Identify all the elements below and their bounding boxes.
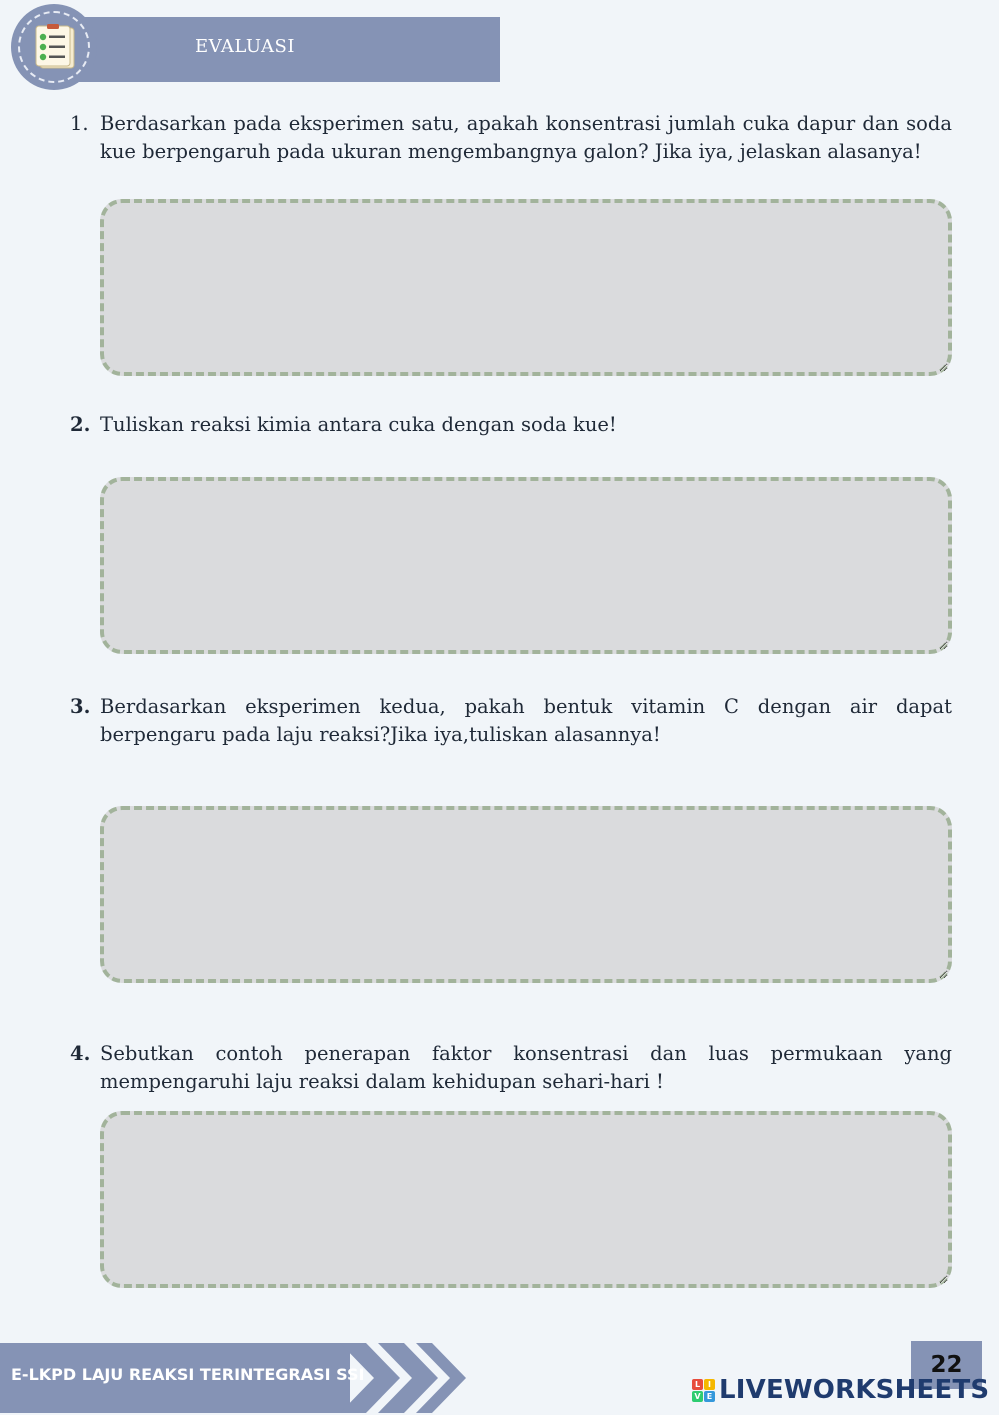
liveworksheets-logo-text: LIVEWORKSHEETS	[719, 1375, 990, 1405]
question-2-text: Tuliskan reaksi kimia antara cuka dengan soda kue!	[100, 413, 617, 436]
answer-box-2[interactable]	[100, 477, 952, 654]
question-1-number: 1.	[70, 112, 89, 135]
logo-letter-i: I	[704, 1379, 715, 1390]
question-2-number: 2.	[70, 413, 91, 436]
question-2	[70, 411, 952, 439]
answer-box-3[interactable]	[100, 806, 952, 983]
logo-letter-l: L	[692, 1379, 703, 1390]
question-3-text: Berdasarkan eksperimen kedua, pakah bentuk vitamin C dengan air dapat berpengaru pada laju reaksi?Jika iya,tuliskan alasannya!	[100, 695, 952, 746]
question-1	[70, 110, 952, 166]
question-4-number: 4.	[70, 1042, 91, 1065]
question-1-text: Berdasarkan pada eksperimen satu, apakah konsentrasi jumlah cuka dapur dan soda kue berpengaruh pada ukuran mengembangnya galon? Jika iya, jelaskan alasanya!	[100, 112, 952, 163]
footer-title: E-LKPD LAJU REAKSI TERINTEGRASI SSI	[11, 1365, 365, 1384]
answer-box-4[interactable]	[100, 1111, 952, 1288]
logo-letter-e: E	[704, 1391, 715, 1402]
question-3	[70, 693, 952, 749]
liveworksheets-logo[interactable]	[692, 1373, 989, 1407]
page-title: EVALUASI	[195, 36, 295, 57]
question-3-number: 3.	[70, 695, 91, 718]
question-4-text: Sebutkan contoh penerapan faktor konsentrasi dan luas permukaan yang mempengaruhi laju reaksi dalam kehidupan sehari-hari !	[100, 1042, 952, 1093]
header-badge	[11, 4, 97, 90]
page-number: 22	[930, 1352, 963, 1378]
logo-letter-v: V	[692, 1391, 703, 1402]
checklist-icon	[34, 24, 78, 70]
question-4	[70, 1040, 952, 1096]
answer-box-1[interactable]	[100, 199, 952, 376]
liveworksheets-logo-icon	[692, 1379, 715, 1402]
